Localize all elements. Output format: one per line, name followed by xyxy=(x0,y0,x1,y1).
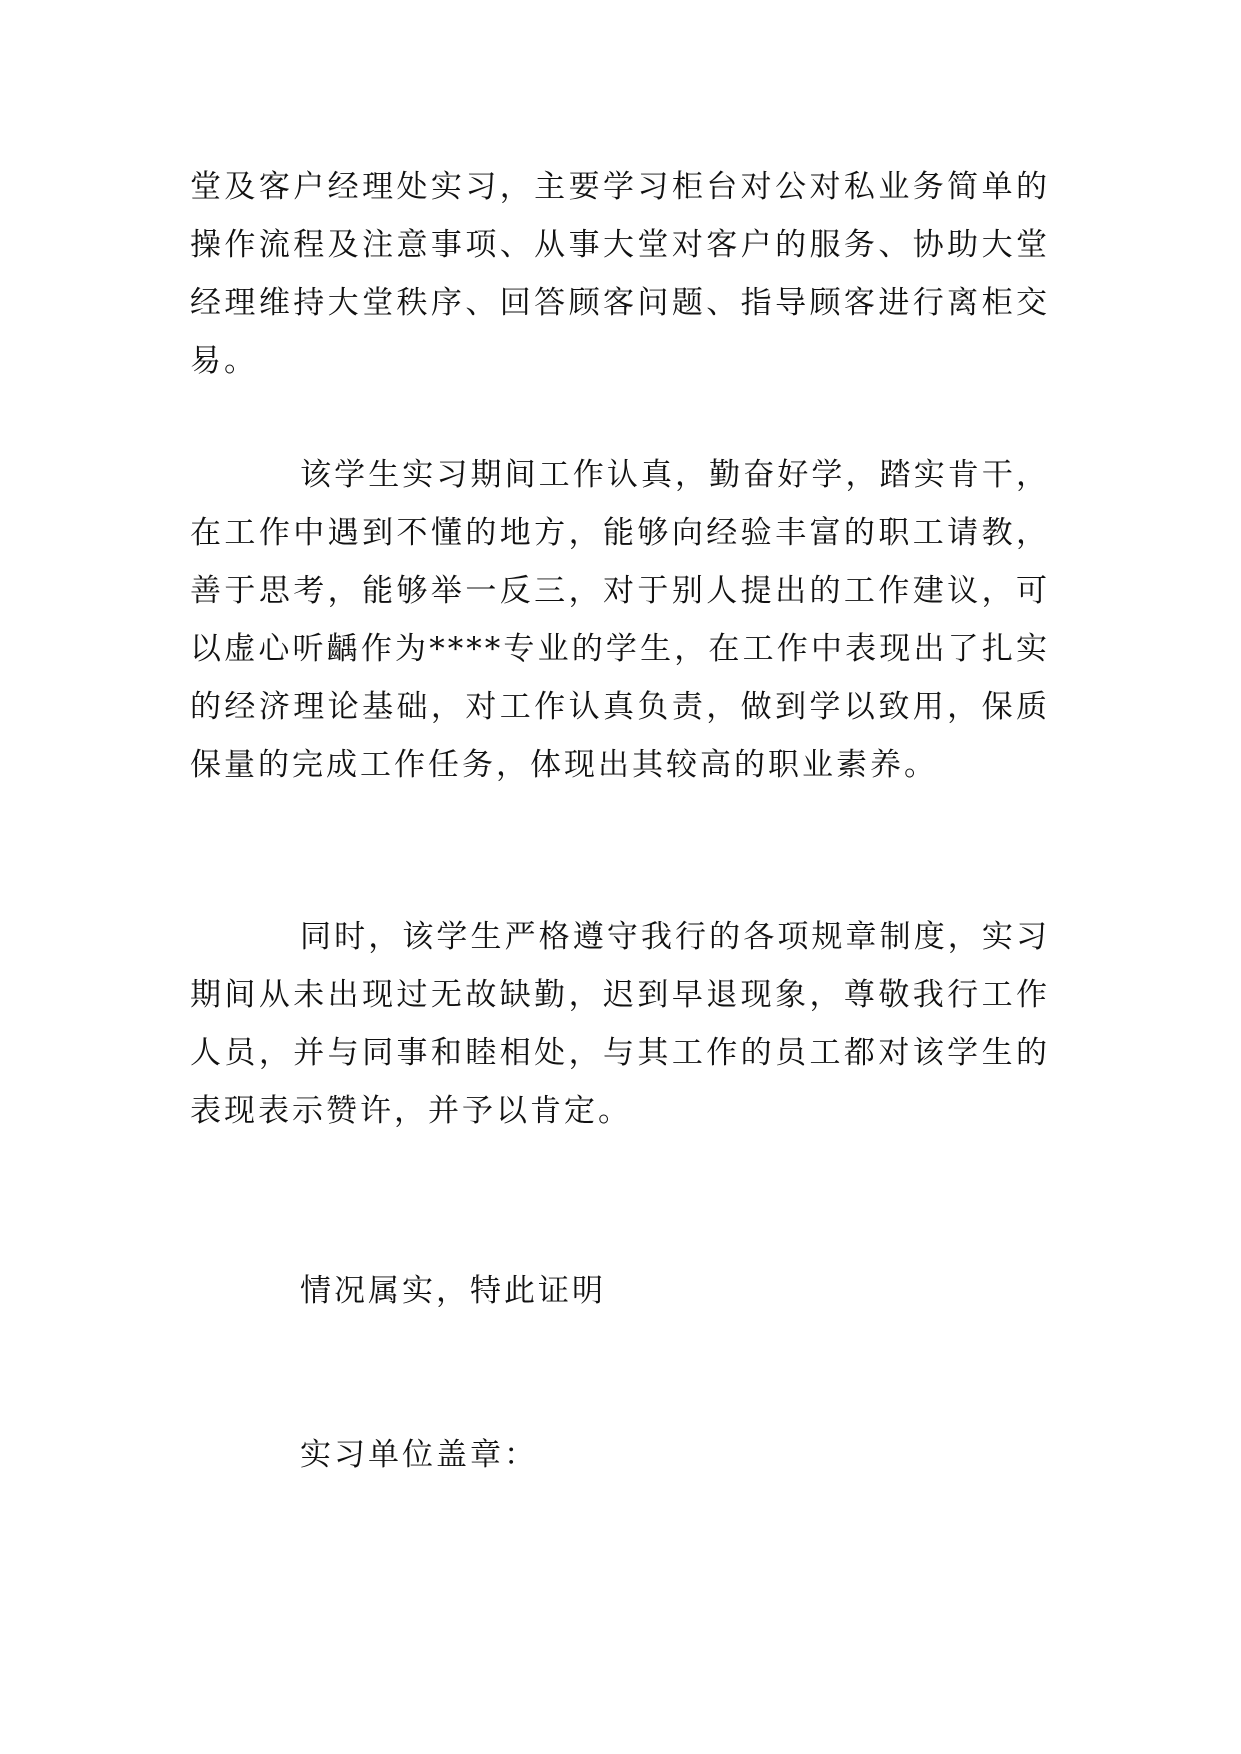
paragraph-certification: 情况属实，特此证明 xyxy=(300,1273,606,1309)
paragraph-internship-duties: 堂及客户经理处实习，主要学习柜台对公对私业务简单的操作流程及注意事项、从事大堂对客户的服务、协助大堂经理维持大堂秩序、回答顾客问题、指导顾客进行离柜交易。 xyxy=(190,169,1050,379)
paragraph-seal-line: 实习单位盖章： xyxy=(300,1437,538,1473)
paragraph-work-evaluation: 该学生实习期间工作认真，勤奋好学，踏实肯干，在工作中遇到不懂的地方，能够向经验丰富的职工请教，善于思考，能够举一反三，对于别人提出的工作建议，可以虚心听齲作为****专业的学生，在工作中表现出了扎实的经济理论基础，对工作认真负责，做到学以致用，保质保量的完成工作任务，体现出其较高的职业素养。 xyxy=(190,457,1050,783)
paragraph-conduct-evaluation: 同时，该学生严格遵守我行的各项规章制度，实习期间从未出现过无故缺勤，迟到早退现象，尊敬我行工作人员，并与同事和睦相处，与其工作的员工都对该学生的表现表示赞许，并予以肯定。 xyxy=(190,919,1050,1129)
